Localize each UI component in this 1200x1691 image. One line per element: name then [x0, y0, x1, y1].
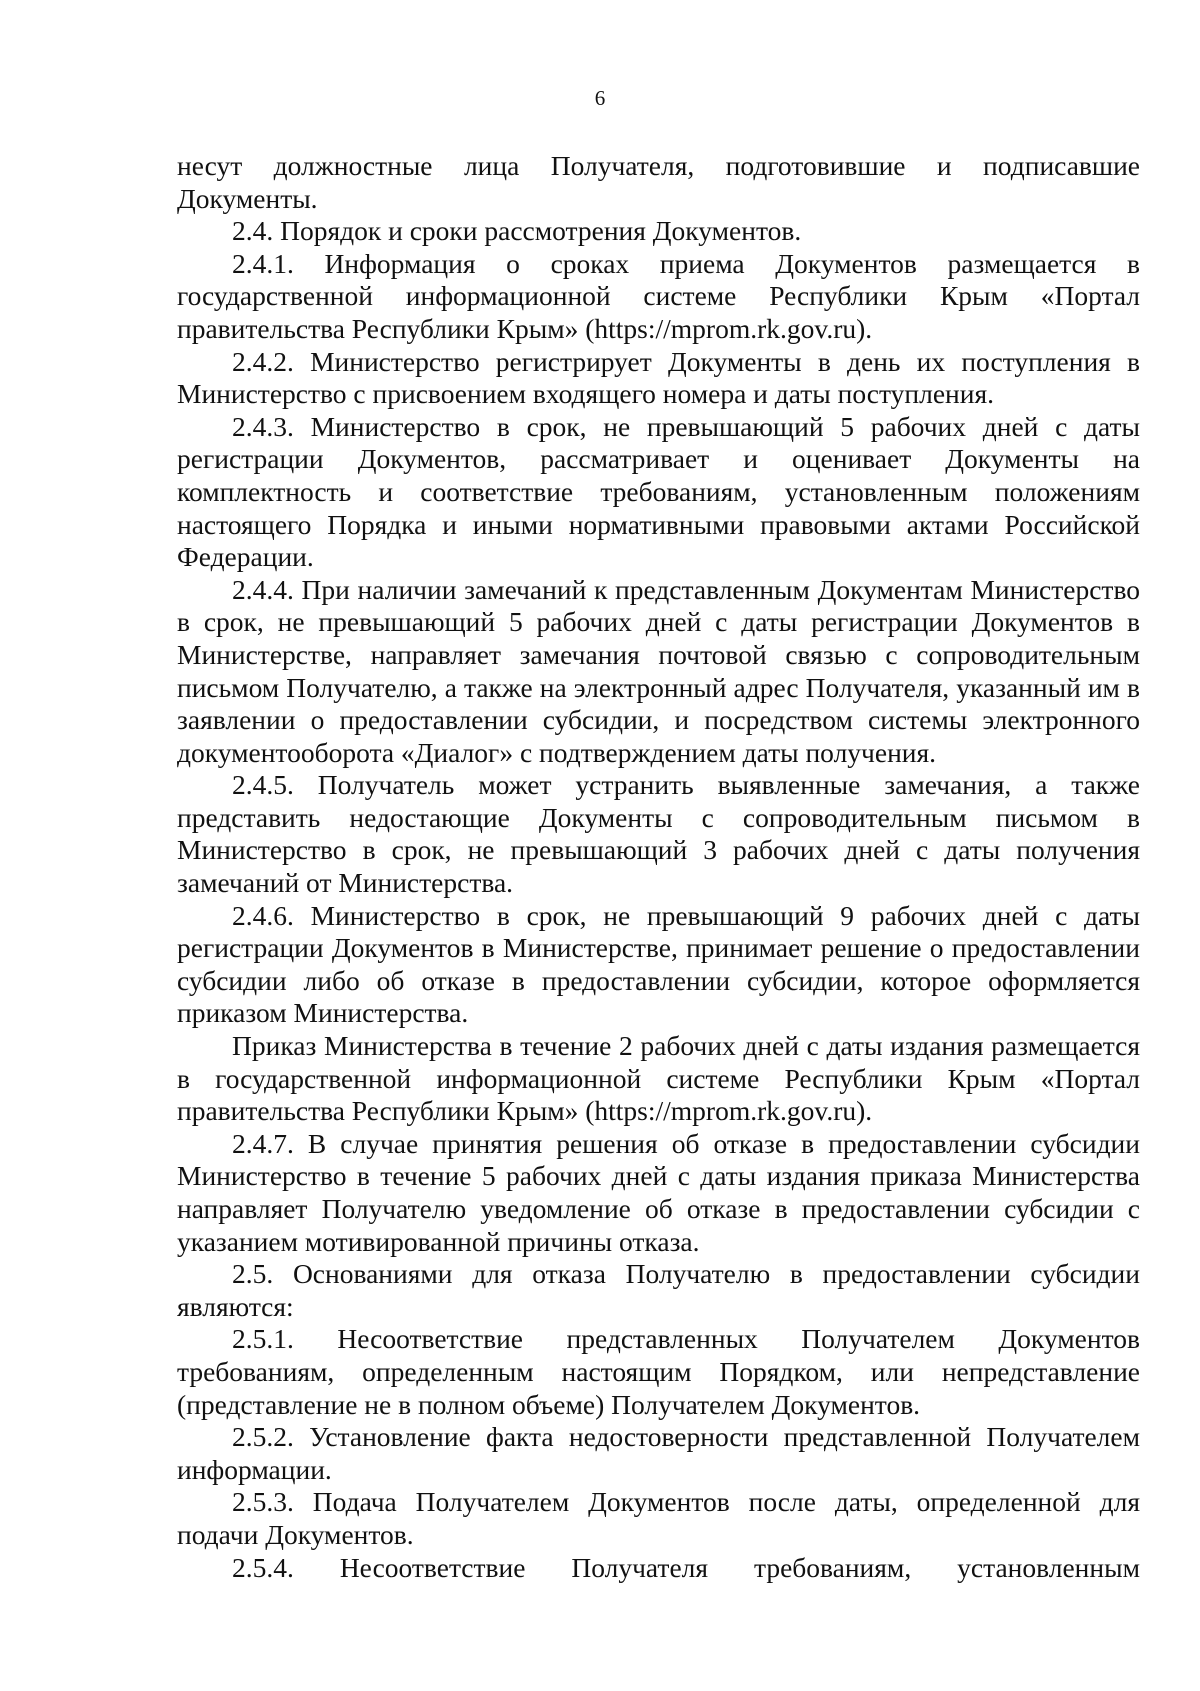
paragraph-2-5: 2.5. Основаниями для отказа Получателю в предоставлении субсидии являются:	[177, 1258, 1140, 1322]
paragraph-2-4-4: 2.4.4. При наличии замечаний к представленным Документам Министерство в срок, не превышающий 5 рабочих дней с даты регистрации Документов в Министерстве, направляет замечания почтовой связью с сопроводительным письмом Получателю, а также на электронный адрес Получателя, указанный им в заявлении о предоставлении субсидии, и посредством системы электронного документооборота «Диалог» с подтверждением даты получения.	[177, 573, 1140, 768]
paragraph-2-4-2: 2.4.2. Министерство регистрирует Документы в день их поступления в Министерство с присвоением входящего номера и даты поступления.	[177, 345, 1140, 410]
paragraph-order-publication: Приказ Министерства в течение 2 рабочих дней с даты издания размещается в государственной информационной системе Республики Крым «Портал правительства Республики Крым» (https://mprom.rk.gov.ru).	[177, 1030, 1140, 1127]
paragraph-2-4-5: 2.4.5. Получатель может устранить выявленные замечания, а также представить недостающие Документы с сопроводительным письмом в Министерство в срок, не превышающий 3 рабочих дней с даты получения замечаний от Министерства.	[177, 769, 1140, 899]
document-body	[177, 150, 1140, 1584]
page-number: 6	[594, 86, 606, 110]
paragraph-2-5-4: 2.5.4. Несоответствие Получателя требованиям, установленным	[232, 1551, 1140, 1583]
paragraph-2-5-2: 2.5.2. Установление факта недостоверности представленной Получателем информации.	[177, 1421, 1140, 1485]
paragraph-2-4-1: 2.4.1. Информация о сроках приема Документов размещается в государственной информационной системе Республики Крым «Портал правительства Республики Крым» (https://mprom.rk.gov.ru).	[177, 247, 1140, 344]
paragraph-2-4: 2.4. Порядок и сроки рассмотрения Документов.	[232, 215, 802, 247]
paragraph-continuation: несут должностные лица Получателя, подготовившие и подписавшие Документы.	[177, 150, 1140, 214]
paragraph-2-5-1: 2.5.1. Несоответствие представленных Получателем Документов требованиям, определенным настоящим Порядком, или непредставление (представление не в полном объеме) Получателем Документов.	[177, 1323, 1140, 1420]
paragraph-2-4-6: 2.4.6. Министерство в срок, не превышающий 9 рабочих дней с даты регистрации Документов в Министерстве, принимает решение о предоставлении субсидии либо об отказе в предоставлении субсидии, которое оформляется приказом Министерства.	[177, 899, 1140, 1029]
paragraph-2-4-7: 2.4.7. В случае принятия решения об отказе в предоставлении субсидии Министерство в течение 5 рабочих дней с даты издания приказа Министерства направляет Получателю уведомление об отказе в предоставлении субсидии с указанием мотивированной причины отказа.	[177, 1127, 1140, 1257]
paragraph-2-5-3: 2.5.3. Подача Получателем Документов после даты, определенной для подачи Документов.	[177, 1486, 1140, 1550]
paragraph-2-4-3: 2.4.3. Министерство в срок, не превышающий 5 рабочих дней с даты регистрации Документов, рассматривает и оценивает Документы на комплектность и соответствие требованиям, установленным положениям настоящего Порядка и иными нормативными правовыми актами Российской Федерации.	[177, 410, 1140, 573]
